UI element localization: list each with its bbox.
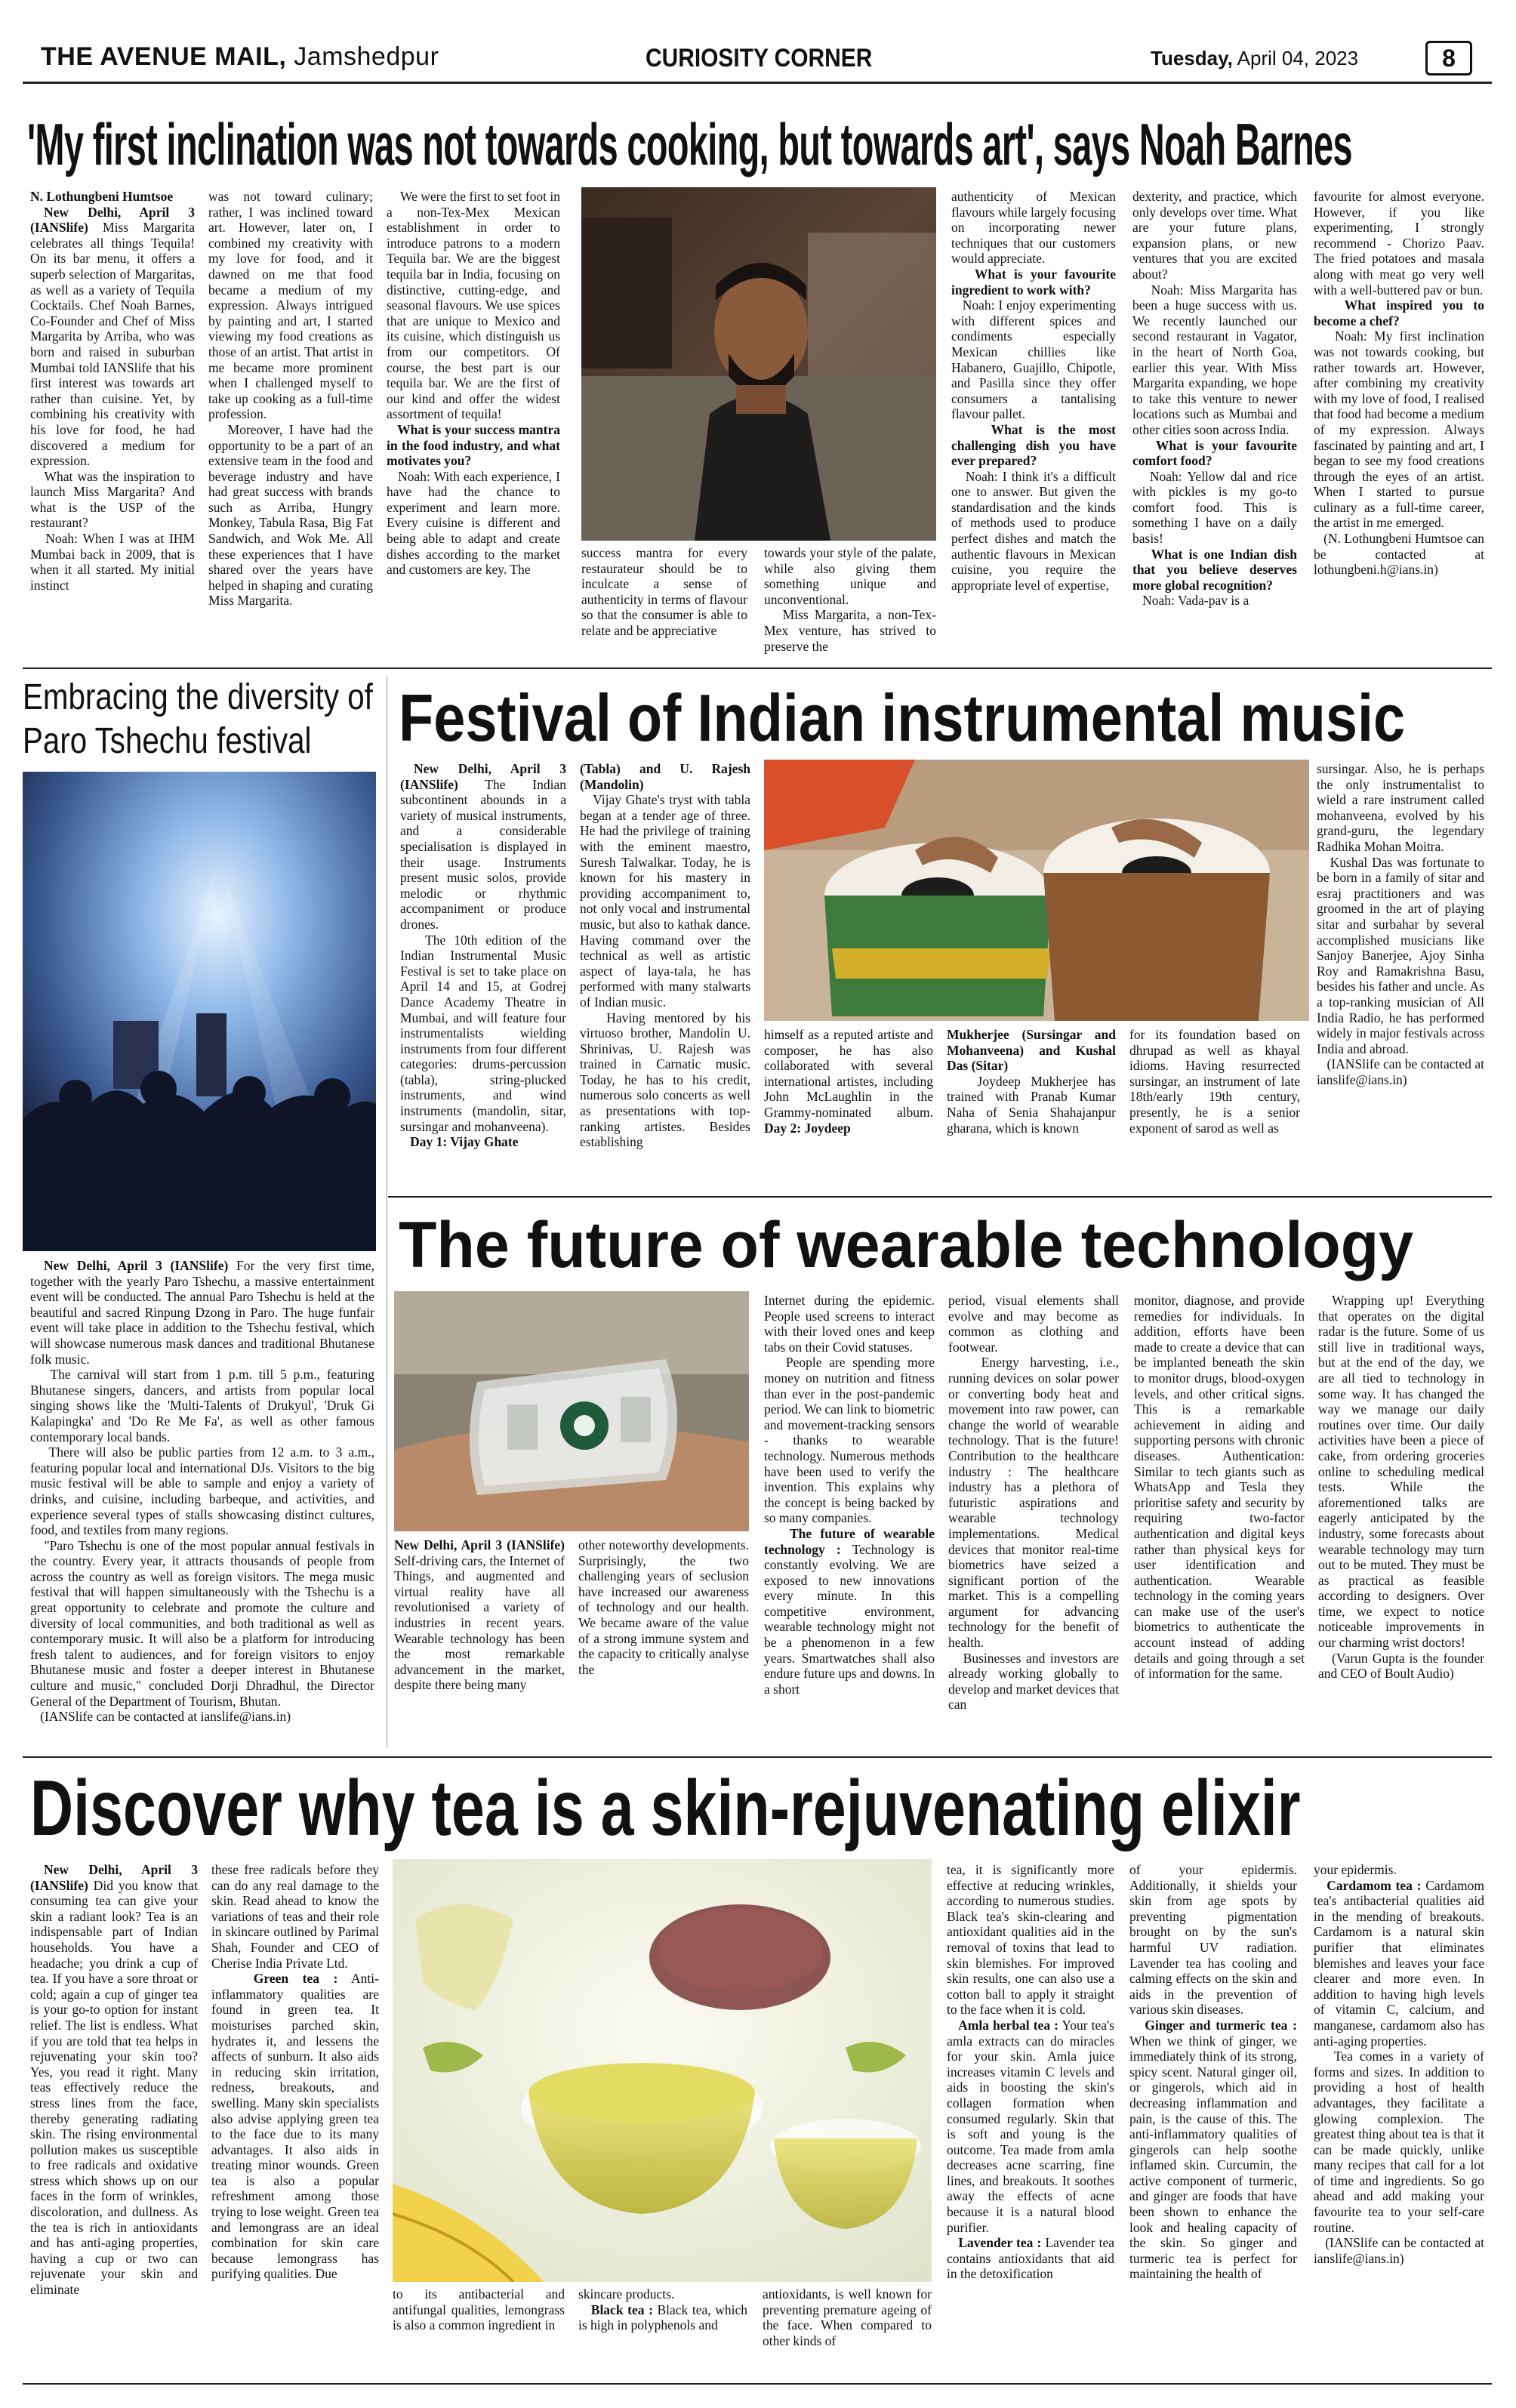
tabla-drums-photo [764, 760, 1309, 1021]
concert-crowd-photo [23, 772, 376, 1251]
section-title: CURIOSITY CORNER [646, 44, 873, 72]
story1-text-5: towards your style of the palate, while also giving them something unique and unconventional. Miss Margarita, a non-Tex-Mex venture, has strived to preserve the [764, 545, 936, 654]
story1-col2 [208, 189, 373, 664]
story3-text-5: for its foundation based on dhrupad as well as khayal idioms. Having resurrected sursingar, an instrument of late 18th/early 19th century, presently, he is a senior exponent of sarod as well as [1129, 1027, 1300, 1136]
rule-bottom [23, 2383, 1492, 2385]
masthead-rule [23, 82, 1492, 84]
story1-col3 [387, 189, 560, 664]
story5-text-6: tea, it is significantly more effective at reducing wrinkles, according to numerous studies. Black tea's skin-clearing and antioxidant qualities aid in the removal of toxins that lead to skin blemishes. For improved skin results, one can also use a cotton ball to apply it straight to the face when it is cold. Amla herbal tea : Your tea's amla extracts can do miracles for your skin. Amla juice increases vitamin C levels and aids in boosting the skin's collagen formation when consumed regularly. Skin that is soft and young is the outcome. Tea made from amla decreases acne scarring, fine lines, and breakouts. It soothes away the effects of acne because it is a natural blood purifier. Lavender tea : Lavender tea contains antioxidants that aid in the detoxification [947, 1862, 1114, 2282]
story4-headline: The future of wearable technology [399, 1209, 1414, 1281]
paper-name: THE AVENUE MAIL, Jamshedpur [41, 42, 439, 71]
concert-image [23, 772, 376, 1251]
story2-body [30, 1258, 374, 1749]
tea-image [393, 1859, 932, 2282]
wearable-device-photo [394, 1291, 749, 1531]
story1-text-1: New Delhi, April 3 (IANSlife) Miss Margarita celebrates all things Tequila! On its bar menu, it offers a superb selection of Margaritas, as well as a variety of Tequila Cocktails. Chef Noah Barnes, Co-Founder and Chef of Miss Margarita by Arriba, who was born and raised in suburban Mumbai told IANSlife that his first interest was towards art rather than cuisine. Yet, by combining his creativity with his love for food, he had discovered a medium for expression. What was the inspiration to launch Miss Margarita? And what is the USP of the restaurant? Noah: When I was at IHM Mumbai back in 2009, that is when it all started. My initial instinct [30, 204, 195, 593]
story3-col5 [1129, 1027, 1300, 1186]
story5-col3 [393, 2286, 565, 2377]
story5-col2 [211, 1862, 379, 2376]
story5-col6 [947, 1862, 1114, 2376]
story1-text-7: dexterity, and practice, which only develops over time. What are your future plans, expansion plans, or new ventures that you are excited about? Noah: Miss Margarita has been a huge success with us. We recently launched our second restaurant in Vagator, in the heart of North Goa, earlier this year. With Miss Margarita expanding, we hope to take this venture to newer locations such as Mumbai and other cities soon across India. What is your favourite comfort food? Noah: Yellow dal and rice with pickles is my go-to comfort food. This is something I have on a daily basis! What is one Indian dish that you believe deserves more global recognition? Noah: Vada-pav is a [1132, 189, 1297, 609]
story3-text-3: himself as a reputed artiste and composer, he has also collaborated with several international artistes, including John McLaughlin in the Grammy-nominated album. Day 2: Joydeep [764, 1027, 933, 1136]
story4-text-5: monitor, diagnose, and provide remedies for individuals. In addition, efforts have been made to create a device that can be implanted beneath the skin to monitor drugs, blood-oxygen levels, and other critical signs. This is a remarkable achievement in aiding and supporting persons with chronic diseases. Authentication: Similar to tech giants such as WhatsApp and Tesla they prioritise safety and security by requiring two-factor authentication and digital keys rather than physical keys for user identification and authentication. Wearable technology in the coming years can make use of the user's biometrics to authenticate the account instead of adding details and going through a set of information for the same. [1134, 1293, 1305, 1682]
story4-text-1: New Delhi, April 3 (IANSlife) Self-driving cars, the Internet of Things, and augmented and virtual reality have all revolutionised a variety of industries in recent years. Wearable technology has been the most remarkable advancement in the market, despite there being many [394, 1537, 565, 1693]
story3-text-4: Mukherjee (Sursingar and Mohanveena) and Kushal Das (Sitar) Joydeep Mukherjee has trained with Pranab Kumar Naha of Senia Shahajanpur gharana, which is known [947, 1027, 1116, 1136]
rule-3 [23, 1756, 1492, 1758]
story2-headline: Embracing the diversity of Paro Tshechu festival [23, 677, 373, 761]
story2-text: New Delhi, April 3 (IANSlife) For the very first time, together with the yearly Paro Tshechu, a massive entertainment event will be conducted. The annual Paro Tshechu is held at the beautiful and sacred Rinpung Dzong in Paro. The huge funfair event will take place in addition to the Tshechu festival, which will showcase numerous mask dances and traditional Bhutanese folk music. The carnival will start from 1 p.m. till 5 p.m., featuring Bhutanese singers, dancers, and artists from popular local singing shows like the 'Multi-Talents of Drukyul', 'Druk Gi Kalapingka' and 'Do Re Me Fa', as well as other famous contemporary local bands. There will also be public parties from 12 a.m. to 3 a.m., featuring popular local and international DJs. Visitors to the big music festival will be able to sample and enjoy a variety of drinks, and cuisine, including barbeque, and activities, and experience several types of stalls showcasing distinct cultures, food, and textiles from many regions. "Paro Tshechu is one of the most popular annual festivals in the country. Every year, it attracts thousands of people from across the country as well as foreign visitors. The mega music festival that will happen simultaneously with the Tshechu is a great opportunity to celebrate and promote the culture and diversity of local communities, and both traditional as well as contemporary music. It will also be a platform for introducing fresh talent to audiences, and for foreign visitors to enjoy Bhutanese music and foster a deeper interest in Bhutanese culture and music," concluded Dorji Dhradhul, the Director General of the Department of Tourism, Bhutan. (IANSlife can be contacted at ianslife@ians.in) [30, 1258, 374, 1725]
masthead [0, 0, 1516, 85]
story3-headline: Festival of Indian instrumental music [399, 680, 1406, 755]
story3-text-2: (Tabla) and U. Rajesh (Mandolin) Vijay Ghate's tryst with tabla began at a tender age of three. He had the privilege of training with the eminent maestro, Suresh Talwalkar. Today, he is known for his mastery in providing accompaniment to, not only vocal and instrumental music, but also to kathak dance. Having command over the technical as well as artistic aspect of laya-tala, he has performed with many stalwarts of Indian music. Having mentored by his virtuoso brother, Mandolin U. Shrinivas, U. Rajesh was trained in Carnatic music. Today, he has to his credit, numerous solo concerts as well as presentations with top-ranking artistes. Besides establishing [580, 761, 750, 1150]
story3-text-6: sursingar. Also, he is perhaps the only instrumentalist to wield a rare instrument called mohanveena, evolved by his grand-guru, the legendary Radhika Mohan Moitra. Kushal Das was fortunate to be born in a family of sitar and esraj practitioners and was groomed in the art of playing sitar and surbahar by several accomplished musicians like Sanjoy Banerjee, Ajoy Sinha Roy and Ramakrishna Basu, besides his father and uncle. As a top-ranking musician of All India Radio, he has performed widely in major festivals across India and abroad. (IANSlife can be contacted at ianslife@ians.in) [1317, 761, 1484, 1087]
tea-cups-photo [393, 1859, 932, 2282]
story4-col3 [764, 1293, 935, 1753]
story4-col6 [1318, 1293, 1484, 1753]
story3-col3 [764, 1027, 933, 1186]
story4-text-4: period, visual elements shall evolve and may become as common as clothing and footwear. Energy harvesting, i.e., running devices on solar power or converting body heat and movement into raw power, can change the world of wearable technology. That is the future! Contribution to the healthcare industry : The healthcare industry has a plethora of futuristic aspirations and wearable technology implementations. Medical devices that monitor real-time biometrics have seized a significant portion of the market. This is a compelling argument for advancing technology for the benefit of health. Businesses and investors are already working globally to develop and market devices that can [948, 1293, 1119, 1713]
story4-text-6: Wrapping up! Everything that operates on the digital radar is the future. Some of us still live in traditional ways, but at the end of the day, we are all tied to technology in some way. It has changed the way we manage our daily routines over time. Our daily activities have been a piece of cake, from ordering groceries online to scheduling medical tests. While the aforementioned talks are eagerly anticipated by the industry, some forecasts about wearable technology may turn out to be muted. They must be as practical as feasible according to designers. Over time, we expect to notice noticeable improvements in our charming wrist doctors! (Varun Gupta is the founder and CEO of Boult Audio) [1318, 1293, 1484, 1682]
story1-text-3: We were the first to set foot in a non-Tex-Mex Mexican establishment in order to introduce patrons to a modern Tequila bar. We are the biggest tequila bar in India, focusing on distinctive, cutting-edge, and seasonal flavours. We use spices that are unique to Mexico and its cuisine, which distinguish us from our competitors. Of course, the best part is our tequila bar. We are the first of our kind and offer the widest assortment of tequila! What is your success mantra in the food industry, and what motivates you? Noah: With each experience, I have had the chance to experiment and learn more. Every cuisine is different and being able to adapt and create dishes according to the market and customers are key. The [387, 189, 560, 578]
story5-text-5: antioxidants, is well known for preventing premature ageing of the face. When compared to other kinds of [763, 2286, 932, 2348]
story1-text-2: was not toward culinary; rather, I was inclined toward art. However, later on, I combined my creativity with my love for food, and it dawned on me that food became a medium of my expression. Always intrigued by painting and art, I started viewing my food creations as those of an artist. That artist in me became more prominent when I challenged myself to take up cooking as a full-time profession. Moreover, I have had the opportunity to be a part of an extensive team in the food and beverage industry and have had great success with brands such as Arriba, Hungry Monkey, Tabula Rasa, Big Fat Sandwich, and Wok Me. All these experiences that I have shared over the years have helped in shaping and curating Miss Margarita. [208, 189, 373, 609]
wearable-image [394, 1291, 749, 1531]
story5-col1 [30, 1862, 198, 2376]
story3-col4 [947, 1027, 1116, 1186]
story4-col5 [1134, 1293, 1305, 1753]
story1-col6 [951, 189, 1116, 664]
story1-text-8: favourite for almost everyone. However, if you like experimenting, I strongly recommend - Chorizo Paav. The fried potatoes and masala along with meat go very well with a well-buttered pav or bun. What inspired you to become a chef? Noah: My first inclination was not towards cooking, but rather towards art. However, after combining my creativity with my love of food, I realised that food had become a medium of my expression. Always fascinated by painting and art, I began to see my food creations through the eyes of an artist. When I started to pursue culinary as a full-time career, the artist in me emerged. (N. Lothungbeni Humtsoe can be contacted at lothungbeni.h@ians.in) [1314, 189, 1484, 578]
story5-col4 [578, 2286, 747, 2377]
story5-text-8: your epidermis. Cardamom tea : Cardamom tea's antibacterial qualities aid in the mending of breakouts. Cardamom is a natural skin purifier that eliminates blemishes and leaves your face clearer and more even. In addition to having high levels of vitamin C, calcium, and manganese, cardamom also has anti-aging properties. Tea comes in a variety of forms and sizes. In addition to providing a host of health advantages, they facilitate a glowing complexion. The greatest thing about tea is that it can be made quickly, unlike many recipes that call for a lot of time and ingredients. So go ahead and add making your favourite tea to your self-care routine. (IANSlife can be contacted at ianslife@ians.in) [1314, 1862, 1484, 2266]
story1-col4 [581, 545, 747, 664]
story1-col8 [1314, 189, 1484, 664]
rule-1 [23, 668, 1492, 669]
story5-text-2: these free radicals before they can do any real damage to the skin. Read ahead to know the variations of teas and their role in skincare outlined by Parimal Shah, Founder and CEO of Cherise India Private Ltd. Green tea : Anti-inflammatory qualities are found in green tea. It moisturises parched skin, hydrates it, and lessens the affects of sunburn. It also aids in reducing skin irritation, redness, breakouts, and swelling. Many skin specialists also advise applying green tea to the face due to its many advantages. It also aids in treating minor wounds. Green tea is also a popular refreshment among those trying to lose weight. Green tea and lemongrass are an ideal combination for skin care because lemongrass has purifying qualities. Due [211, 1862, 379, 2282]
story3-col1 [400, 761, 566, 1184]
story3-col6 [1317, 761, 1484, 1184]
story4-text-3: Internet during the epidemic. People used screens to interact with their loved ones and keep tabs on their Covid statuses. People are spending more money on nutrition and fitness than ever in the post-pandemic period. We can link to biometric and movement-tracking sensors - thanks to wearable technology. Numerous methods have been used to verify the invention. This explains why the concept is being backed by so many companies. The future of wearable technology : Technology is constantly evolving. We are exposed to new innovations every minute. In this competitive environment, wearable technology might not be a phenomenon in a few years. Smartwatches shall also endure future ups and downs. In a short [764, 1293, 935, 1697]
story5-text-4: skincare products. Black tea : Black tea, which is high in polyphenols and [578, 2286, 747, 2333]
rule-2 [388, 1196, 1492, 1198]
story4-text-2: other noteworthy developments. Surprisingly, the two challenging years of seclusion have increased our awareness of technology and our health. We became aware of the value of a strong immune system and the capacity to critically analyse the [578, 1537, 749, 1677]
story1-byline: N. Lothungbeni Humtsoe [30, 189, 174, 204]
story5-col7 [1129, 1862, 1297, 2376]
story4-col4 [948, 1293, 1119, 1753]
story5-text-7: of your epidermis. Additionally, it shields your skin from age spots by preventing pigmentation brought on by the sun's harmful UV radiation. Lavender tea has cooling and calming effects on the skin and aids in the prevention of various skin diseases. Ginger and turmeric tea : When we think of ginger, we immediately think of its strong, spicy scent. Natural ginger oil, or gingerols, which aid in decreasing inflammation and pain, is the cause of this. The anti-inflammatory qualities of gingerols can help soothe inflamed skin. Curcumin, the active component of turmeric, and ginger are foods that have been shown to enhance the look and healing capacity of the skin. So ginger and turmeric tea is perfect for maintaining the health of [1129, 1862, 1297, 2282]
issue-date: Tuesday, April 04, 2023 [1151, 47, 1359, 69]
story1-text-6: authenticity of Mexican flavours while largely focusing on incorporating newer techniques that our customers would appreciate. What is your favourite ingredient to work with? Noah: I enjoy experimenting with different spices and condiments especially Mexican chillies like Habanero, Guajillo, Chipotle, and Pasilla since they offer consumers a tantalising flavour pallet. What is the most challenging dish you have ever prepared? Noah: I think it's a difficult one to answer. But given the standardisation and the kinds of methods used to produce perfect dishes and match the authentic flavours in Mexican cuisine, you require the appropriate level of expertise, [951, 189, 1116, 593]
story5-col8 [1314, 1862, 1484, 2376]
story1-col5 [764, 545, 936, 664]
story1-col7 [1132, 189, 1297, 664]
story1-text-4: success mantra for every restaurateur should be to inculcate a sense of authenticity in terms of flavour so that the consumer is able to relate and be appreciative [581, 545, 747, 638]
story4-col1 [394, 1537, 565, 1753]
story3-col2 [580, 761, 750, 1184]
story5-col5 [763, 2286, 932, 2377]
story5-text-3: to its antibacterial and antifungal qualities, lemongrass is also a common ingredient in [393, 2286, 565, 2333]
story5-text-1: New Delhi, April 3 (IANSlife) Did you know that consuming tea can give your skin a radiant look? Tea is an indispensable part of Indian households. You have a headache; you drink a cup of tea. If you have a sore throat or cold; again a cup of ginger tea is your go-to option for instant relief. The list is endless. What if you are told that tea helps in rejuvenating your skin too? Yes, you read it right. Many teas effectively reduce the stress lines from the face, thereby generating radiating skin. The rising environmental pollution makes us susceptible to free radicals and oxidative stress which shows up on our faces in the form of wrinkles, discoloration, and dullness. As the tea is rich in antioxidants and has anti-aging properties, having a cup or two can rejuvenate your skin and eliminate [30, 1862, 198, 2298]
chef-portrait-photo [581, 187, 936, 541]
story5-headline: Discover why tea is a skin-rejuvenating elixir [30, 1765, 1301, 1852]
story1-col1 [30, 189, 195, 664]
page-number: 8 [1425, 41, 1472, 76]
story3-text-1: New Delhi, April 3 (IANSlife) The Indian subcontinent abounds in a variety of musical instruments, and a considerable specialisation is displayed in their usage. Instruments present music solos, provide melodic or rhythmic accompaniment or produce drones. The 10th edition of the Indian Instrumental Music Festival is set to take place on April 14 and 15, at Godrej Dance Academy Theatre in Mumbai, and will feature four instrumentalists wielding instruments from four different categories: drums-percussion (tabla), string-plucked instruments, and wind instruments (mandolin, sitar, sursingar and mohanveena). Day 1: Vijay Ghate [400, 761, 566, 1150]
story4-col2 [578, 1537, 749, 1753]
chef-portrait-image [581, 187, 936, 541]
story1-headline: 'My first inclination was not towards cooking, but towards art', says Noah Barnes [27, 111, 1352, 177]
tabla-image [764, 760, 1309, 1021]
